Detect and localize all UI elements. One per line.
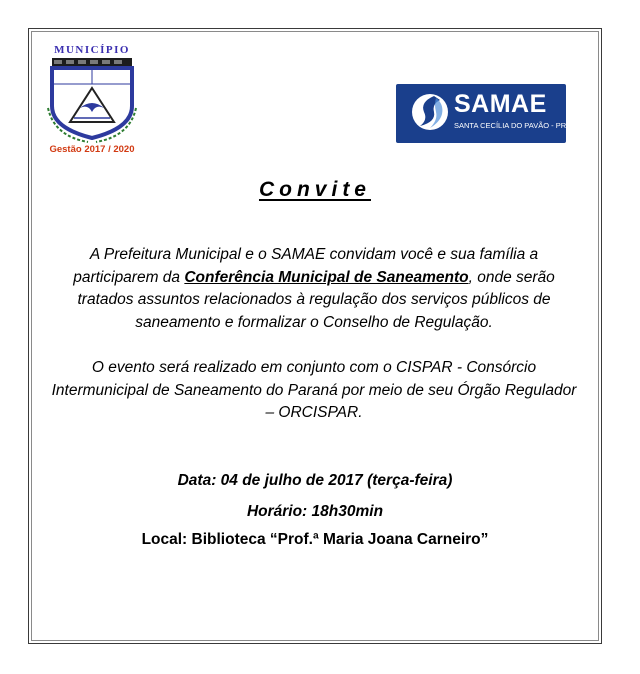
invitation-title-text: Convite <box>258 178 371 201</box>
municipality-crest-icon <box>44 58 140 144</box>
invitation-title <box>0 178 630 202</box>
event-location: Local: Biblioteca “Prof.ª Maria Joana Carneiro” <box>141 531 489 548</box>
invitation-paragraph-1 <box>50 244 578 334</box>
event-time: Horário: 18h30min <box>246 503 384 520</box>
samae-logo <box>396 84 566 143</box>
event-date: Data: 04 de julho de 2017 (terça-feira) <box>177 472 453 489</box>
municipality-term: Gestão 2017 / 2020 <box>49 144 135 155</box>
samae-name: SAMAE <box>454 90 547 118</box>
paragraph-1-end: , onde serão tratados assuntos relacionados à regulação dos serviços públicos de saneamento e formalizar o Conselho de Regulação. <box>77 268 555 331</box>
municipality-name: MUNICÍPIO <box>54 44 130 56</box>
municipality-logo <box>42 44 142 159</box>
water-drop-icon <box>410 92 450 132</box>
samae-city: SANTA CECÍLIA DO PAVÃO - PR <box>454 121 567 130</box>
conference-name: Conferência Municipal de Saneamento <box>184 268 469 286</box>
paragraph-1-start: A Prefeitura Municipal e o SAMAE convidam você e sua família a participarem da <box>73 246 539 286</box>
invitation-paragraph-2: O evento será realizado em conjunto com o CISPAR - Consórcio Intermunicipal de Saneamento do Paraná por meio de seu Órgão Regulador – ORCISPAR. <box>51 359 577 421</box>
